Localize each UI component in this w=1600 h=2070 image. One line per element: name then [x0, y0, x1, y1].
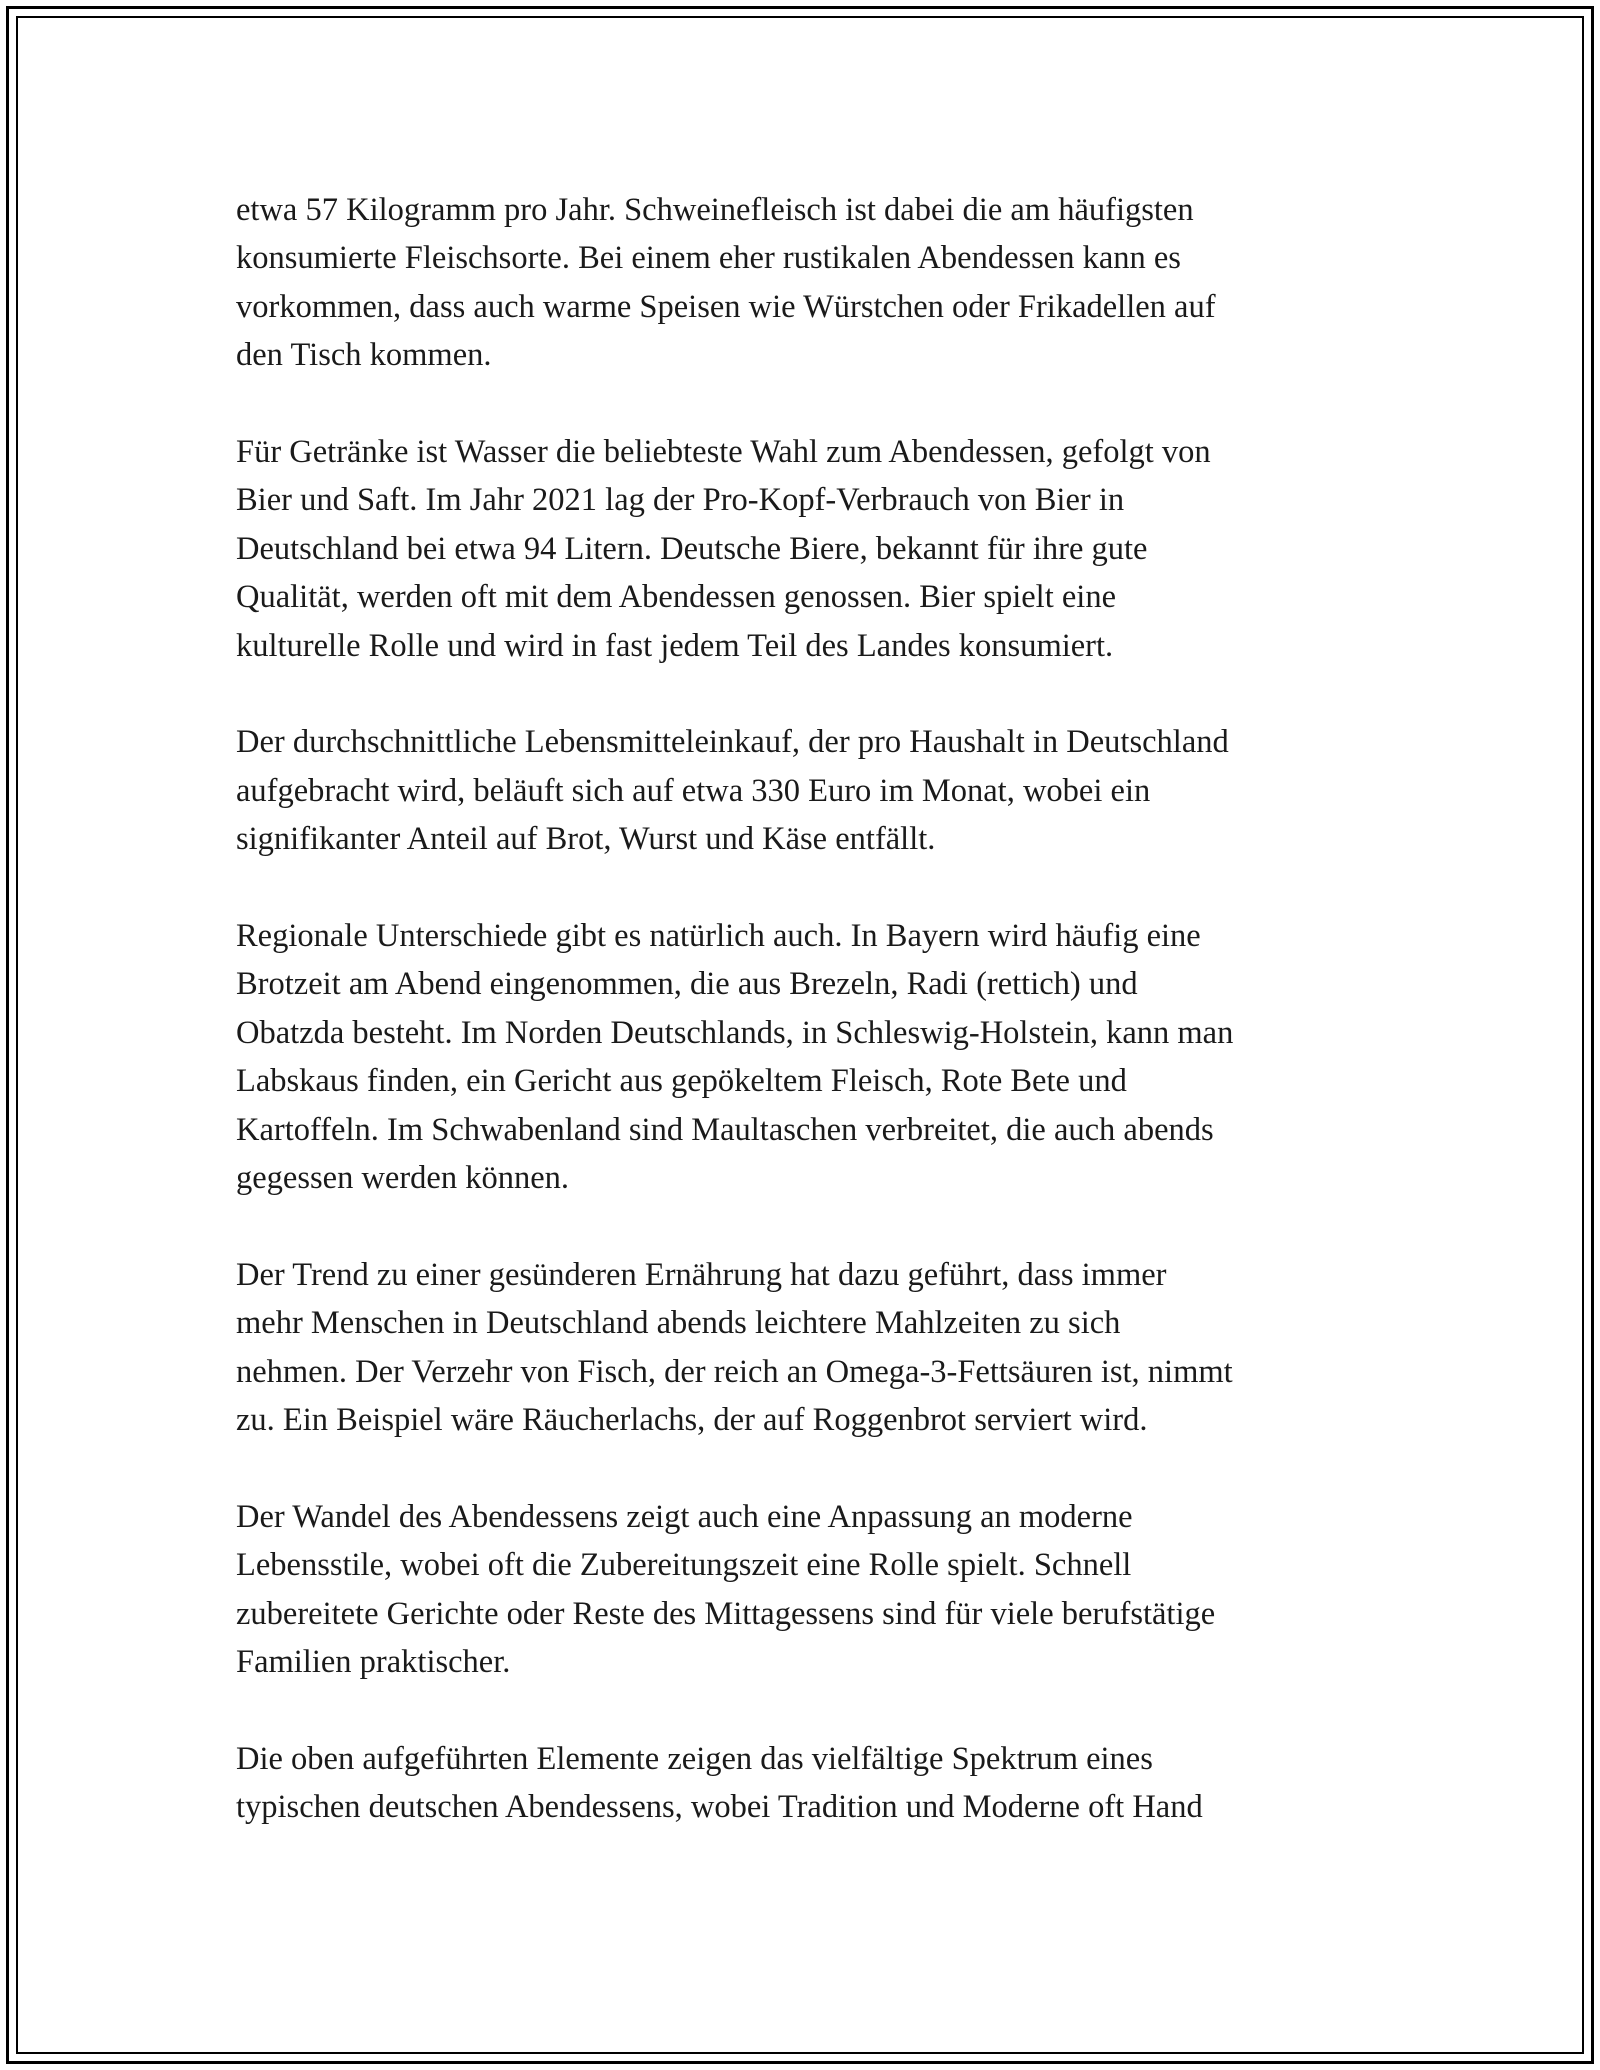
paragraph-grocery-spending: Der durchschnittliche Lebensmitteleinkauf, der pro Haushalt in Deutschland aufgebracht wird, beläuft sich auf etwa 330 Euro im Monat, wobei ein signifikanter Anteil auf Brot, Wurst und Käse entfällt.: [236, 724, 1229, 858]
paragraph-conclusion: Die oben aufgeführten Elemente zeigen das vielfältige Spektrum eines typischen deutschen Abendessens, wobei Tradition und Moderne oft Hand: [236, 1740, 1203, 1826]
paragraph-healthy-trend: Der Trend zu einer gesünderen Ernährung hat dazu geführt, dass immer mehr Menschen in Deutschland abends leichtere Mahlzeiten zu sich nehmen. Der Verzehr von Fisch, der reich an Omega-3-Fettsäuren ist, nimmt zu. Ein Beispiel wäre Räucherlachs, der auf Roggenbrot serviert wird.: [236, 1256, 1233, 1439]
paragraph-beverages: Für Getränke ist Wasser die beliebteste Wahl zum Abendessen, gefolgt von Bier und Saft. Im Jahr 2021 lag der Pro-Kopf-Verbrauch von Bier in Deutschland bei etwa 94 Litern. Deutsche Biere, bekannt für ihre gute Qualität, werden oft mit dem Abendessen genossen. Bier spielt eine kulturelle Rolle und wird in fast jedem Teil des Landes konsumiert.: [236, 434, 1211, 664]
paragraph-modern-lifestyle: Der Wandel des Abendessens zeigt auch eine Anpassung an moderne Lebensstile, wobei oft die Zubereitungszeit eine Rolle spielt. Schnell zubereitete Gerichte oder Reste des Mittagessens sind für viele berufstätige Familien praktischer.: [236, 1498, 1216, 1681]
paragraph-meat-consumption: etwa 57 Kilogramm pro Jahr. Schweinefleisch ist dabei die am häufigsten konsumierte Fleischsorte. Bei einem eher rustikalen Abendessen kann es vorkommen, dass auch warme Speisen wie Würstchen oder Frikadellen auf den Tisch kommen.: [236, 192, 1216, 374]
paragraph-regional-differences: Regionale Unterschiede gibt es natürlich auch. In Bayern wird häufig eine Brotzeit am Abend eingenommen, die aus Brezeln, Radi (rettich) und Obatzda besteht. Im Norden Deutschlands, in Schleswig-Holstein, kann man Labskaus finden, ein Gericht aus gepökeltem Fleisch, Rote Bete und Kartoffeln. Im Schwabenland sind Maultaschen verbreitet, die auch abends gegessen werden können.: [236, 918, 1234, 1197]
document-body: [236, 186, 1386, 1880]
